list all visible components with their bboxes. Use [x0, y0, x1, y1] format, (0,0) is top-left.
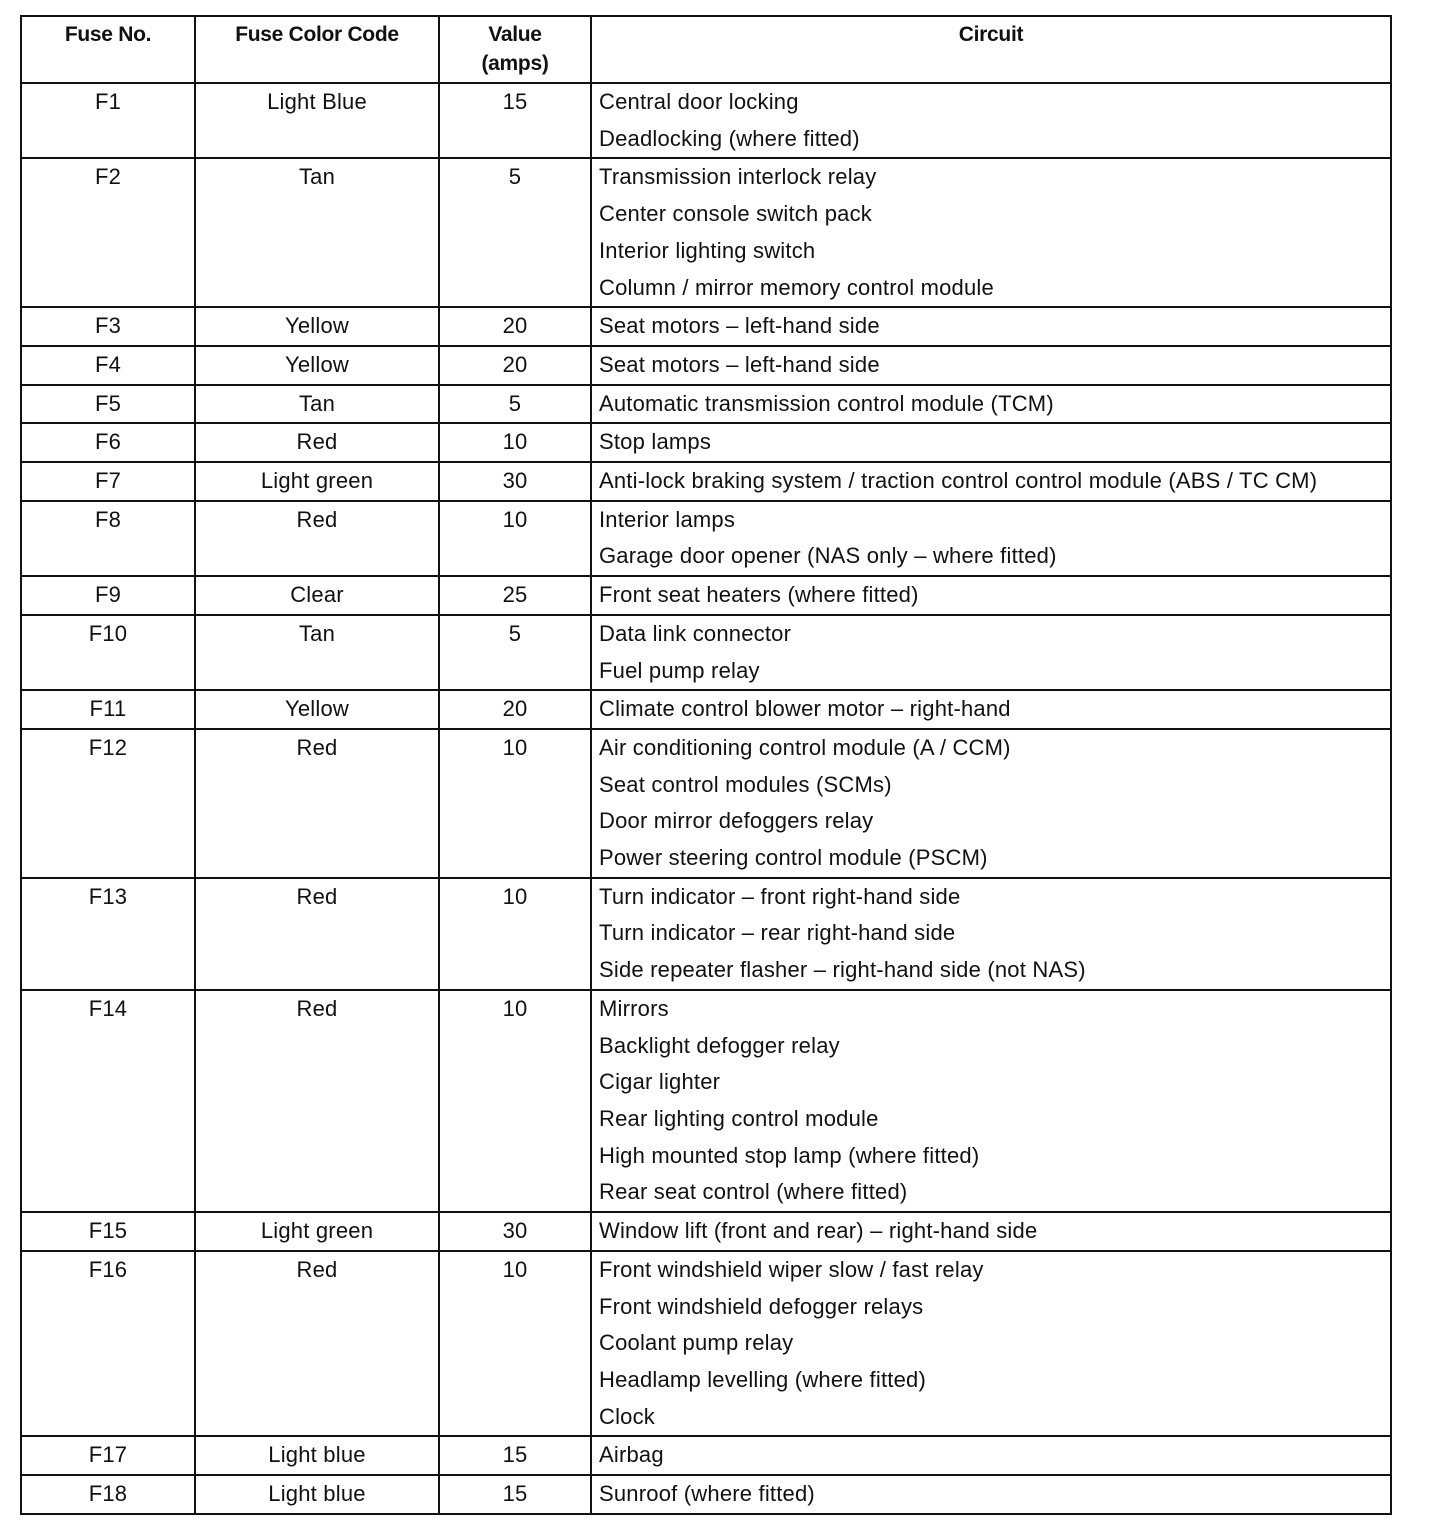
circuit-cell: [591, 307, 1391, 346]
fuse-table: [20, 15, 1392, 1515]
circuit-item: Central door locking: [599, 89, 799, 114]
circuit-item: Turn indicator – front right-hand side: [599, 883, 961, 909]
circuit-item: Turn indicator – rear right-hand side: [599, 920, 956, 946]
fuse-amps-cell: 30: [439, 462, 591, 501]
header-color-code: Fuse Color Code: [195, 16, 439, 83]
circuit-item: Automatic transmission control module (TCM): [599, 390, 1054, 416]
circuit-cell: [591, 1251, 1391, 1437]
table-row: [21, 462, 1391, 501]
header-value: [439, 16, 591, 83]
fuse-color-cell: Yellow: [195, 690, 439, 729]
circuit-cell: [591, 385, 1391, 424]
circuit-item: Backlight defogger relay: [599, 1032, 840, 1058]
circuit-item: Air conditioning control module (A / CCM): [599, 734, 1011, 760]
fuse-number-cell: F12: [21, 729, 195, 878]
circuit-cell: [591, 878, 1391, 990]
fuse-amps-cell: 30: [439, 1212, 591, 1251]
circuit-item: High mounted stop lamp (where fitted): [599, 1142, 980, 1168]
circuit-item: Side repeater flasher – right-hand side (not NAS): [599, 957, 1086, 983]
circuit-cell: [591, 423, 1391, 462]
table-row: [21, 729, 1391, 878]
fuse-number-cell: F7: [21, 462, 195, 501]
fuse-amps-cell: 10: [439, 878, 591, 990]
fuse-number-cell: F3: [21, 307, 195, 346]
fuse-color-cell: Red: [195, 729, 439, 878]
fuse-amps-cell: 15: [439, 1436, 591, 1475]
fuse-color-cell: Light green: [195, 1212, 439, 1251]
fuse-amps-cell: 15: [439, 83, 591, 158]
circuit-cell: [591, 576, 1391, 615]
circuit-item: Interior lighting switch: [599, 237, 816, 263]
circuit-item: Rear lighting control module: [599, 1105, 879, 1131]
fuse-amps-cell: 15: [439, 1475, 591, 1514]
circuit-item: Anti-lock braking system / traction control control module (ABS / TC CM): [599, 468, 1318, 494]
circuit-item: Power steering control module (PSCM): [599, 845, 988, 871]
header-row: [21, 16, 1391, 83]
fuse-amps-cell: 5: [439, 385, 591, 424]
fuse-number-cell: F1: [21, 83, 195, 158]
fuse-number-cell: F17: [21, 1436, 195, 1475]
circuit-item: Data link connector: [599, 620, 792, 646]
circuit-cell: [591, 690, 1391, 729]
table-row: [21, 1212, 1391, 1251]
fuse-number-cell: F4: [21, 346, 195, 385]
fuse-color-cell: Tan: [195, 615, 439, 690]
fuse-amps-cell: 25: [439, 576, 591, 615]
table-row: [21, 1475, 1391, 1514]
fuse-number-cell: F11: [21, 690, 195, 729]
circuit-item: Rear seat control (where fitted): [599, 1179, 908, 1205]
circuit-item: Sunroof (where fitted): [599, 1481, 815, 1507]
circuit-cell: [591, 83, 1391, 158]
circuit-item: Stop lamps: [599, 429, 712, 455]
circuit-item: Window lift (front and rear) – right-hand side: [599, 1218, 1038, 1244]
table-row: [21, 83, 1391, 158]
fuse-amps-cell: 10: [439, 501, 591, 576]
fuse-amps-cell: 5: [439, 615, 591, 690]
circuit-cell: [591, 158, 1391, 307]
table-row: [21, 690, 1391, 729]
circuit-item: Mirrors: [599, 995, 669, 1021]
fuse-color-cell: Red: [195, 501, 439, 576]
fuse-color-cell: Light Blue: [195, 83, 439, 158]
table-row: [21, 615, 1391, 690]
header-circuit: Circuit: [591, 16, 1391, 83]
fuse-color-cell: Light green: [195, 462, 439, 501]
circuit-item: Garage door opener (NAS only – where fitted): [599, 543, 1057, 569]
fuse-number-cell: F16: [21, 1251, 195, 1437]
circuit-cell: [591, 990, 1391, 1212]
circuit-item: Cigar lighter: [599, 1069, 721, 1095]
fuse-number-cell: F10: [21, 615, 195, 690]
circuit-item: Seat motors – left-hand side: [599, 351, 880, 377]
fuse-color-cell: Light blue: [195, 1436, 439, 1475]
circuit-cell: [591, 1212, 1391, 1251]
fuse-number-cell: F5: [21, 385, 195, 424]
fuse-number-cell: F8: [21, 501, 195, 576]
circuit-item: Interior lamps: [599, 506, 736, 532]
circuit-cell: [591, 729, 1391, 878]
circuit-item: Seat motors – left-hand side: [599, 313, 880, 339]
circuit-cell: [591, 615, 1391, 690]
fuse-amps-cell: 10: [439, 990, 591, 1212]
fuse-color-cell: Yellow: [195, 346, 439, 385]
fuse-color-cell: Tan: [195, 385, 439, 424]
table-row: [21, 990, 1391, 1212]
fuse-amps-cell: 20: [439, 346, 591, 385]
circuit-cell: [591, 462, 1391, 501]
circuit-item: Seat control modules (SCMs): [599, 771, 892, 797]
fuse-number-cell: F15: [21, 1212, 195, 1251]
fuse-color-cell: Red: [195, 990, 439, 1212]
table-row: [21, 1251, 1391, 1437]
fuse-color-cell: Tan: [195, 158, 439, 307]
header-value-label: Value: [488, 23, 542, 46]
circuit-item: Clock: [599, 1403, 656, 1429]
fuse-number-cell: F6: [21, 423, 195, 462]
circuit-item: Column / mirror memory control module: [599, 274, 994, 300]
fuse-color-cell: Yellow: [195, 307, 439, 346]
fuse-number-cell: F18: [21, 1475, 195, 1514]
table-row: [21, 346, 1391, 385]
header-fuse-no: Fuse No.: [21, 16, 195, 83]
circuit-item: Front seat heaters (where fitted): [599, 582, 919, 608]
fuse-table-body: [21, 83, 1391, 1514]
circuit-item: Center console switch pack: [599, 201, 872, 227]
table-row: [21, 576, 1391, 615]
fuse-color-cell: Red: [195, 878, 439, 990]
circuit-item: Coolant pump relay: [599, 1330, 794, 1356]
table-row: [21, 423, 1391, 462]
fuse-amps-cell: 10: [439, 729, 591, 878]
circuit-cell: [591, 346, 1391, 385]
fuse-amps-cell: 10: [439, 423, 591, 462]
circuit-item: Climate control blower motor – right-hand: [599, 696, 1011, 722]
circuit-item: Headlamp levelling (where fitted): [599, 1366, 926, 1392]
fuse-amps-cell: 10: [439, 1251, 591, 1437]
table-row: [21, 878, 1391, 990]
fuse-amps-cell: 20: [439, 307, 591, 346]
table-row: [21, 158, 1391, 307]
circuit-item: Transmission interlock relay: [599, 164, 877, 190]
table-row: [21, 501, 1391, 576]
table-row: [21, 1436, 1391, 1475]
circuit-item: Door mirror defoggers relay: [599, 808, 874, 834]
fuse-number-cell: F9: [21, 576, 195, 615]
fuse-color-cell: Red: [195, 423, 439, 462]
table-row: [21, 385, 1391, 424]
circuit-item: Front windshield defogger relays: [599, 1293, 924, 1319]
circuit-item: Front windshield wiper slow / fast relay: [599, 1256, 984, 1282]
header-value-unit: (amps): [481, 52, 549, 75]
fuse-number-cell: F13: [21, 878, 195, 990]
circuit-item: Fuel pump relay: [599, 657, 760, 683]
circuit-item: Airbag: [599, 1442, 664, 1468]
circuit-cell: [591, 501, 1391, 576]
fuse-number-cell: F2: [21, 158, 195, 307]
circuit-item: Deadlocking (where fitted): [599, 125, 860, 151]
fuse-amps-cell: 5: [439, 158, 591, 307]
fuse-amps-cell: 20: [439, 690, 591, 729]
fuse-color-cell: Light blue: [195, 1475, 439, 1514]
table-row: [21, 307, 1391, 346]
circuit-cell: [591, 1436, 1391, 1475]
fuse-number-cell: F14: [21, 990, 195, 1212]
fuse-color-cell: Clear: [195, 576, 439, 615]
circuit-cell: [591, 1475, 1391, 1514]
fuse-color-cell: Red: [195, 1251, 439, 1437]
